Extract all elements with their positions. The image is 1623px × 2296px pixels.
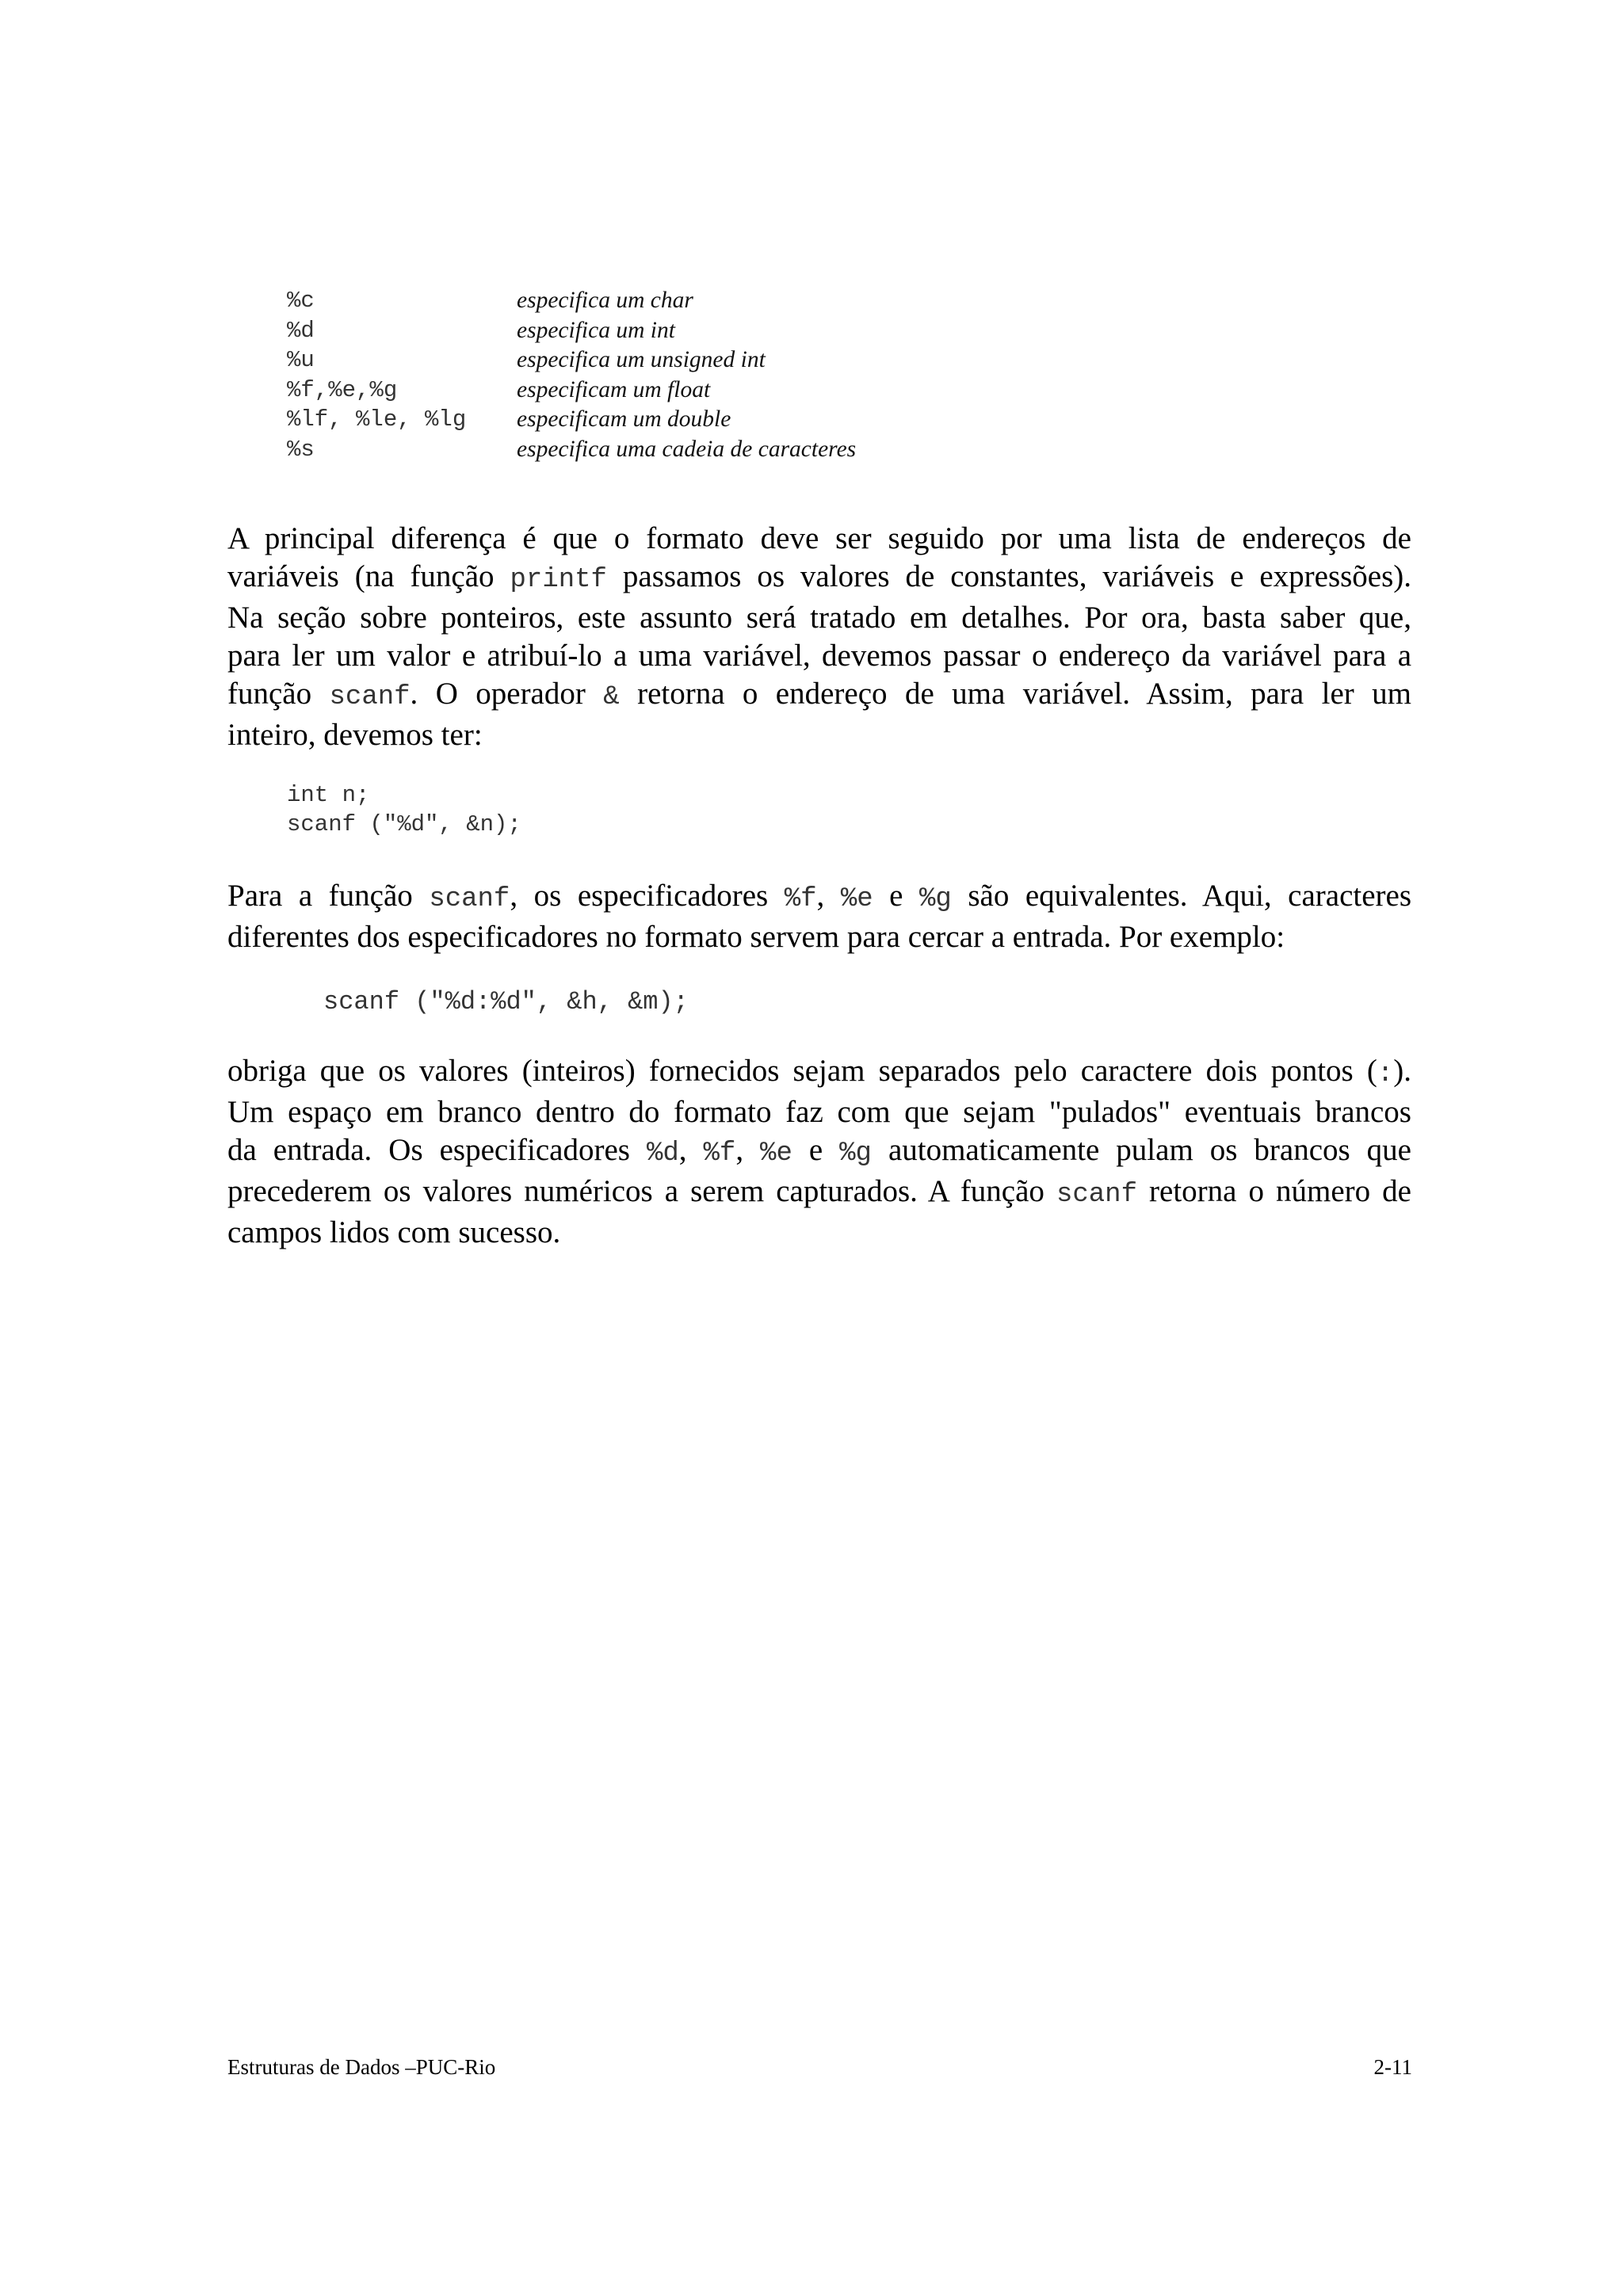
specifier-code: %f,%e,%g: [287, 376, 398, 403]
text-run: ,: [816, 879, 825, 913]
text-run: automaticamente pulam os brancos que: [888, 1133, 1411, 1167]
paragraph-line: [227, 877, 1411, 918]
footer-title: Estruturas de Dados –PUC-Rio: [227, 2055, 496, 2079]
paragraph-scanf-addresses: [227, 520, 1411, 754]
paragraph-line: A principal diferença é que o formato deve ser seguido por uma lista de endereços de: [227, 521, 1411, 555]
specifier-description: especifica um unsigned int: [517, 347, 766, 373]
text-run: ,: [678, 1133, 687, 1167]
text-run: obriga que os valores (inteiros) fornecidos sejam separados pelo caractere dois pontos (: [227, 1054, 1377, 1088]
inline-code: %f: [784, 884, 817, 914]
paragraph-line: inteiro, devemos ter:: [227, 718, 483, 752]
specifier-description: especificam um float: [517, 376, 711, 402]
page-number: 2-11: [1373, 2055, 1412, 2079]
paragraph-line: Na seção sobre ponteiros, este assunto será tratado em detalhes. Por ora, basta saber que,: [227, 601, 1411, 635]
code-line: scanf ("%d:%d", &h, &m);: [323, 987, 689, 1016]
paragraph-line: [227, 1131, 1411, 1173]
text-run: , os especificadores: [510, 879, 769, 913]
specifier-description: especifica um int: [517, 317, 675, 343]
inline-code: %e: [760, 1138, 792, 1169]
code-example-scanf-colon: [323, 987, 689, 1016]
text-run: retorna o número de: [1149, 1174, 1411, 1208]
code-line: scanf ("%d", &n);: [287, 811, 521, 837]
specifier-code: %s: [287, 436, 315, 463]
inline-code: :: [1377, 1059, 1394, 1089]
inline-code: scanf: [429, 884, 510, 914]
inline-code: %e: [840, 884, 873, 914]
paragraph-line: campos lidos com sucesso.: [227, 1215, 561, 1249]
specifier-row: [287, 316, 1079, 346]
specifier-row: [287, 435, 1079, 465]
paragraph-line: [227, 675, 1411, 716]
specifier-row: [287, 286, 1079, 316]
inline-code: %d: [646, 1138, 679, 1169]
specifier-row: [287, 345, 1079, 376]
inline-code: scanf: [1056, 1180, 1137, 1210]
text-run: Para a função: [227, 879, 413, 913]
text-run: . O operador: [410, 677, 586, 711]
paragraph-line: Um espaço em branco dentro do formato faz com que sejam "pulados" eventuais brancos: [227, 1095, 1411, 1129]
text-run: da entrada. Os especificadores: [227, 1133, 630, 1167]
text-run: ).: [1393, 1054, 1411, 1088]
inline-code: %g: [839, 1138, 872, 1169]
code-example-int-n: [287, 780, 521, 839]
specifier-code: %d: [287, 317, 315, 344]
specifier-code: %lf, %le, %lg: [287, 406, 467, 433]
text-run: precederem os valores numéricos a serem capturados. A função: [227, 1174, 1044, 1208]
text-run: variáveis (na função: [227, 559, 495, 593]
inline-code: &: [603, 682, 620, 712]
specifier-description: especifica um char: [517, 288, 693, 314]
specifier-description: especifica uma cadeia de caracteres: [517, 436, 857, 462]
text-run: função: [227, 677, 312, 711]
specifier-row: [287, 405, 1079, 435]
text-run: e: [889, 879, 903, 913]
paragraph-scanf-specifiers: [227, 877, 1411, 956]
inline-code: scanf: [329, 682, 411, 712]
inline-code: %f: [703, 1138, 736, 1169]
specifier-code: %c: [287, 288, 315, 315]
text-run: são equivalentes. Aqui, caracteres: [968, 879, 1412, 913]
format-specifier-table: [287, 286, 1079, 464]
paragraph-line: [227, 1052, 1411, 1093]
text-run: ,: [735, 1133, 744, 1167]
inline-code: %g: [919, 884, 952, 914]
text-run: e: [808, 1133, 823, 1167]
text-run: passamos os valores de constantes, variáveis e expressões).: [622, 559, 1412, 593]
paragraph-line: [227, 1173, 1411, 1214]
specifier-description: especificam um double: [517, 406, 731, 433]
paragraph-line: [227, 558, 1411, 599]
paragraph-scanf-whitespace: [227, 1052, 1411, 1252]
paragraph-line: para ler um valor e atribuí-lo a uma variável, devemos passar o endereço da variável para a: [227, 639, 1411, 673]
text-run: retorna o endereço de uma variável. Assim, para ler um: [637, 677, 1411, 711]
code-line: int n;: [287, 782, 370, 808]
specifier-code: %u: [287, 347, 315, 374]
inline-code: printf: [510, 565, 607, 595]
paragraph-line: diferentes dos especificadores no formato servem para cercar a entrada. Por exemplo:: [227, 920, 1285, 954]
specifier-row: [287, 376, 1079, 406]
